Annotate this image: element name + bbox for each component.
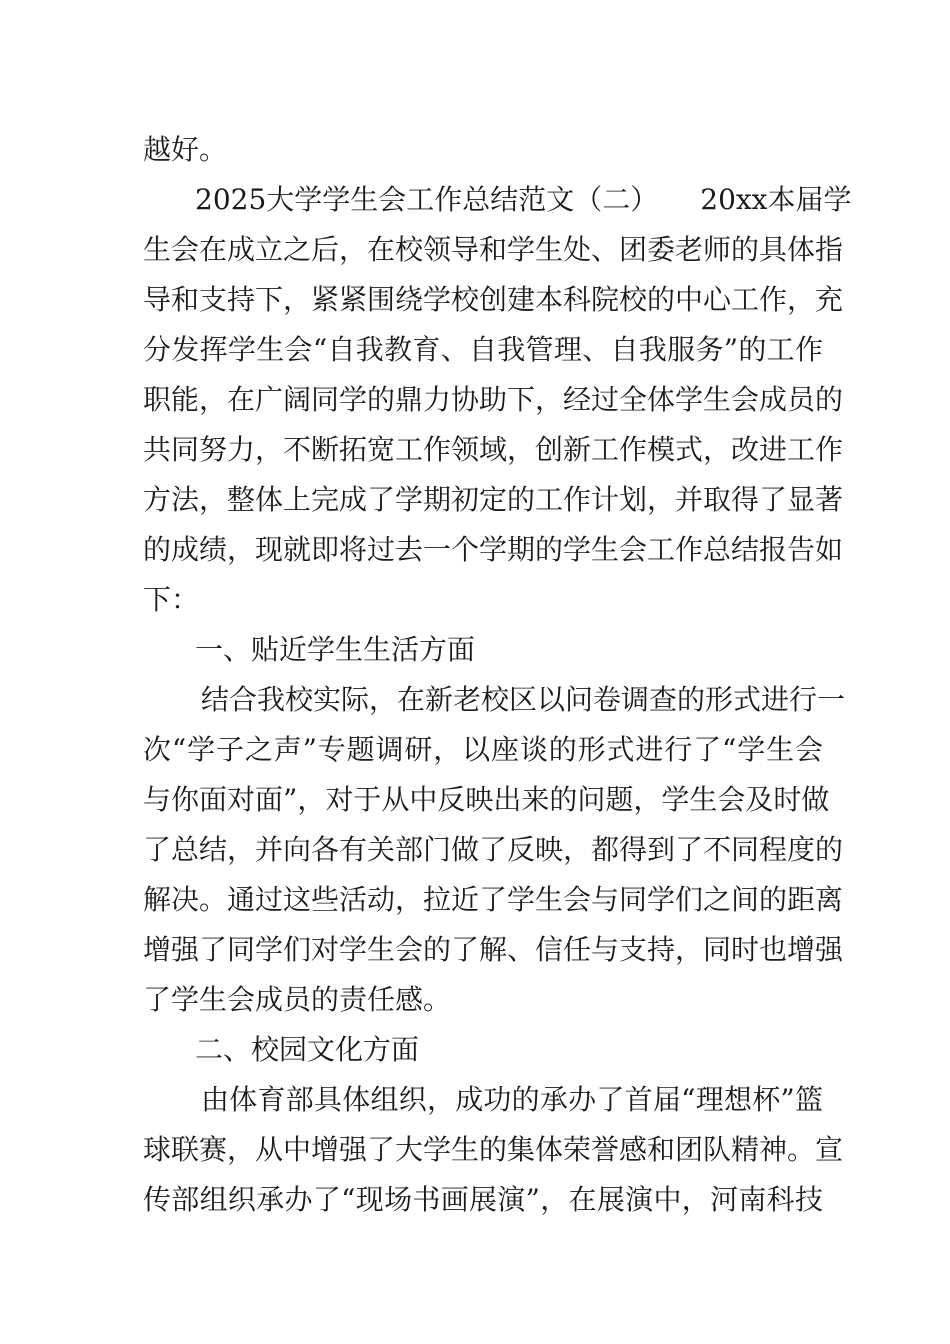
text-line: 越好。 [143,133,228,166]
text-line: 的成绩，现就即将过去一个学期的学生会工作总结报告如 [143,533,844,566]
text-line: 球联赛，从中增强了大学生的集体荣誉感和团队精神。宣 [143,1133,844,1166]
text-line: 增强了同学们对学生会的了解、信任与支持，同时也增强 [143,933,844,966]
text-line: 与你面对面”，对于从中反映出来的问题，学生会及时做 [143,783,830,816]
text-line: 解决。通过这些活动，拉近了学生会与同学们之间的距离 [143,883,844,916]
text-line: 次“学子之声”专题调研，以座谈的形式进行了“学生会 [143,733,823,766]
text-line: 2025大学学生会工作总结范文（二） 20xx本届学 [195,183,852,216]
text-line: 生会在成立之后，在校领导和学生处、团委老师的具体指 [143,233,844,266]
text-line: 分发挥学生会“自我教育、自我管理、自我服务”的工作 [143,333,823,366]
text-line: 结合我校实际，在新老校区以问卷调查的形式进行一 [201,683,846,716]
section-heading: 一、贴近学生生活方面 [195,633,476,666]
text-line: 共同努力，不断拓宽工作领域，创新工作模式，改进工作 [143,433,844,466]
text-line: 了总结，并向各有关部门做了反映，都得到了不同程度的 [143,833,844,866]
text-line: 方法，整体上完成了学期初定的工作计划，并取得了显著 [143,483,844,516]
text-line: 由体育部具体组织，成功的承办了首届“理想杯”篮 [201,1083,823,1116]
text-line: 职能，在广阔同学的鼎力协助下，经过全体学生会成员的 [143,383,844,416]
text-line: 下： [143,583,200,616]
text-line: 导和支持下，紧紧围绕学校创建本科院校的中心工作，充 [143,283,844,316]
section-heading: 二、校园文化方面 [195,1033,420,1066]
text-line: 传部组织承办了“现场书画展演”，在展演中，河南科技 [143,1183,823,1216]
text-line: 了学生会成员的责任感。 [143,983,452,1016]
